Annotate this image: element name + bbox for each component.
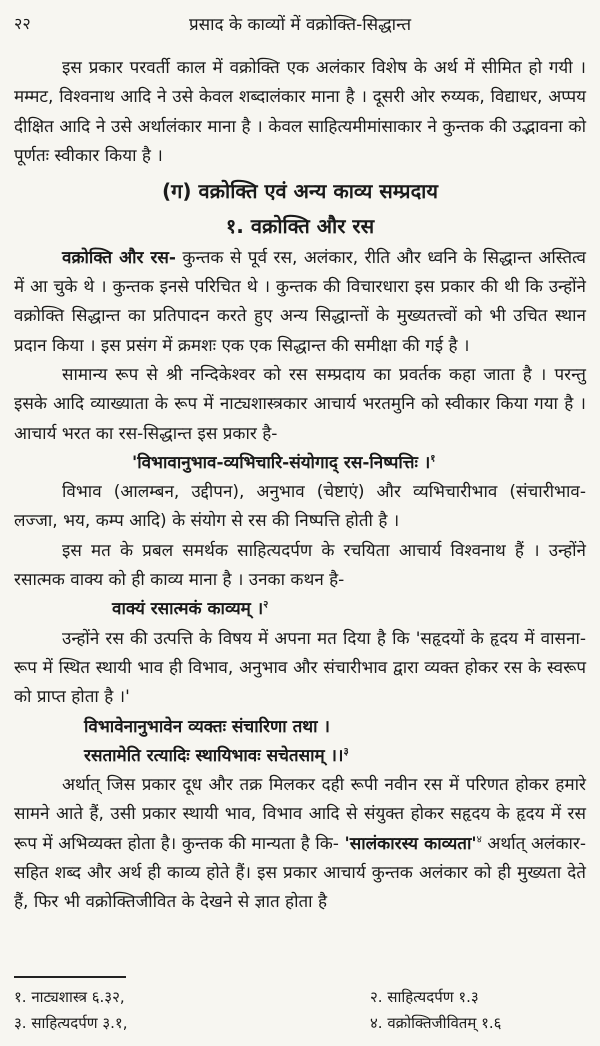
- footnote-row: [14, 1010, 586, 1036]
- footnote-ref: १: [430, 453, 436, 465]
- quotation-text: 'विभावानुभाव-व्यभिचारि-संयोगाद् रस-निष्पत्तिः ।: [132, 452, 431, 473]
- quotation: [14, 449, 586, 478]
- footnote: ३. साहित्यदर्पण ३.१,: [14, 1014, 128, 1032]
- paragraph: [14, 244, 586, 361]
- paragraph-text: अर्थात् जिस प्रकार दूध और तक्र मिलकर दही रूपी नवीन रस में परिणत होकर हमारे सामने आते हैं, उसी प्रकार स्थायी भाव, विभाव आदि से संयुक्त होकर सहृदय के हृदय में रस रूप में अभिव्यक्त होता है। कुन्तक की मान्यता है कि-: [14, 775, 586, 854]
- footnote: १. नाट्यशास्त्र ६.३२,: [14, 988, 125, 1006]
- paragraph-lead: वक्रोक्ति और रस-: [62, 247, 176, 268]
- paragraph: विभाव (आलम्बन, उद्दीपन), अनुभाव (चेष्टाएं) और व्यभिचारीभाव (संचारीभाव- लज्जा, भय, कम्प आदि) के संयोग से रस की निष्पत्ति होती है ।: [14, 482, 586, 532]
- footnote: ४. वक्रोक्तिजीवितम् १.६: [370, 1014, 502, 1032]
- running-title: प्रसाद के काव्यों में वक्रोक्ति-सिद्धान्त: [188, 15, 412, 35]
- footnotes: [14, 984, 586, 1036]
- paragraph: [14, 771, 586, 917]
- quotation: [14, 595, 586, 624]
- page-header: [14, 6, 586, 36]
- verse-text: रसतामेति रत्यादिः स्थायिभावः सचेतसाम् ।।: [84, 745, 344, 766]
- body-text: [14, 54, 586, 918]
- footnote-ref: २: [263, 599, 269, 611]
- verse-line: [14, 742, 586, 771]
- footnote-ref: ३: [343, 746, 349, 758]
- footnote-row: [14, 984, 586, 1010]
- footnote-divider: [14, 976, 126, 978]
- page-number: २२: [14, 14, 31, 33]
- quotation-text: वाक्यं रसात्मकं काव्यम् ।: [112, 599, 264, 620]
- paragraph: उन्होंने रस की उत्पत्ति के विषय में अपना मत दिया है कि 'सहृदयों के हृदय में वासना-रूप में स्थित स्थायी भाव ही विभाव, अनुभाव और संचारीभाव द्वारा व्यक्त होकर रस के स्वरूप को प्राप्त होता है ।': [14, 628, 586, 708]
- subsection-heading: १. वक्रोक्ति और रस: [225, 214, 375, 239]
- paragraph: इस मत के प्रबल समर्थक साहित्यदर्पण के रचयिता आचार्य विश्वनाथ हैं । उन्होंने रसात्मक वाक्य को ही काव्य माना है । उनका कथन है-: [14, 540, 586, 591]
- verse-line: विभावेनानुभावेन व्यक्तः संचारिणा तथा ।: [84, 716, 330, 737]
- emphasis-text: 'सालंकारस्य काव्यता': [344, 833, 477, 854]
- paragraph-text: अर्थात् अलंकार-सहित शब्द और अर्थ ही काव्य होते हैं। इस प्रकार आचार्य कुन्तक अलंकार को ही मुख्यता देते हैं, फिर भी वक्रोक्तिजीवित के देखने से ज्ञात होता है: [14, 833, 587, 913]
- section-heading: (ग) वक्रोक्ति एवं अन्य काव्य सम्प्रदाय: [162, 179, 438, 204]
- paragraph: इस प्रकार परवर्ती काल में वक्रोक्ति एक अलंकार विशेष के अर्थ में सीमित हो गयी । मम्मट, विश्वनाथ आदि ने उसे केवल शब्दालंकार माना है । दूसरी ओर रुय्यक, विद्याधर, अप्पय दीक्षित आदि ने उसे अर्थालंकार माना है । केवल साहित्यमीमांसाकार ने कुन्तक की उद्भावना को पूर्णतः स्वीकार किया है ।: [14, 58, 586, 166]
- paragraph-text: कुन्तक से पूर्व रस, अलंकार, रीति और ध्वनि के सिद्धान्त अस्तित्व में आ चुके थे । कुन्तक इनसे परिचित थे । कुन्तक की विचारधारा इस प्रकार की थी कि उन्होंने वक्रोक्ति सिद्धान्त का प्रतिपादन करते हुए अन्य सिद्धान्तों के मुख्यतत्त्वों को भी उचित स्थान प्रदान किया । इस प्रसंग में क्रमशः एक एक सिद्धान्त की समीक्षा की गई है ।: [14, 247, 586, 356]
- paragraph: सामान्य रूप से श्री नन्दिकेश्वर को रस सम्प्रदाय का प्रवर्तक कहा जाता है । परन्तु इसके आदि व्याख्याता के रूप में नाट्यशास्त्रकार आचार्य भरतमुनि को स्वीकार किया गया है । आचार्य भरत का रस-सिद्धान्त इस प्रकार है-: [14, 364, 586, 444]
- footnote-ref: ४: [476, 834, 482, 846]
- footnote: २. साहित्यदर्पण १.३: [370, 988, 479, 1006]
